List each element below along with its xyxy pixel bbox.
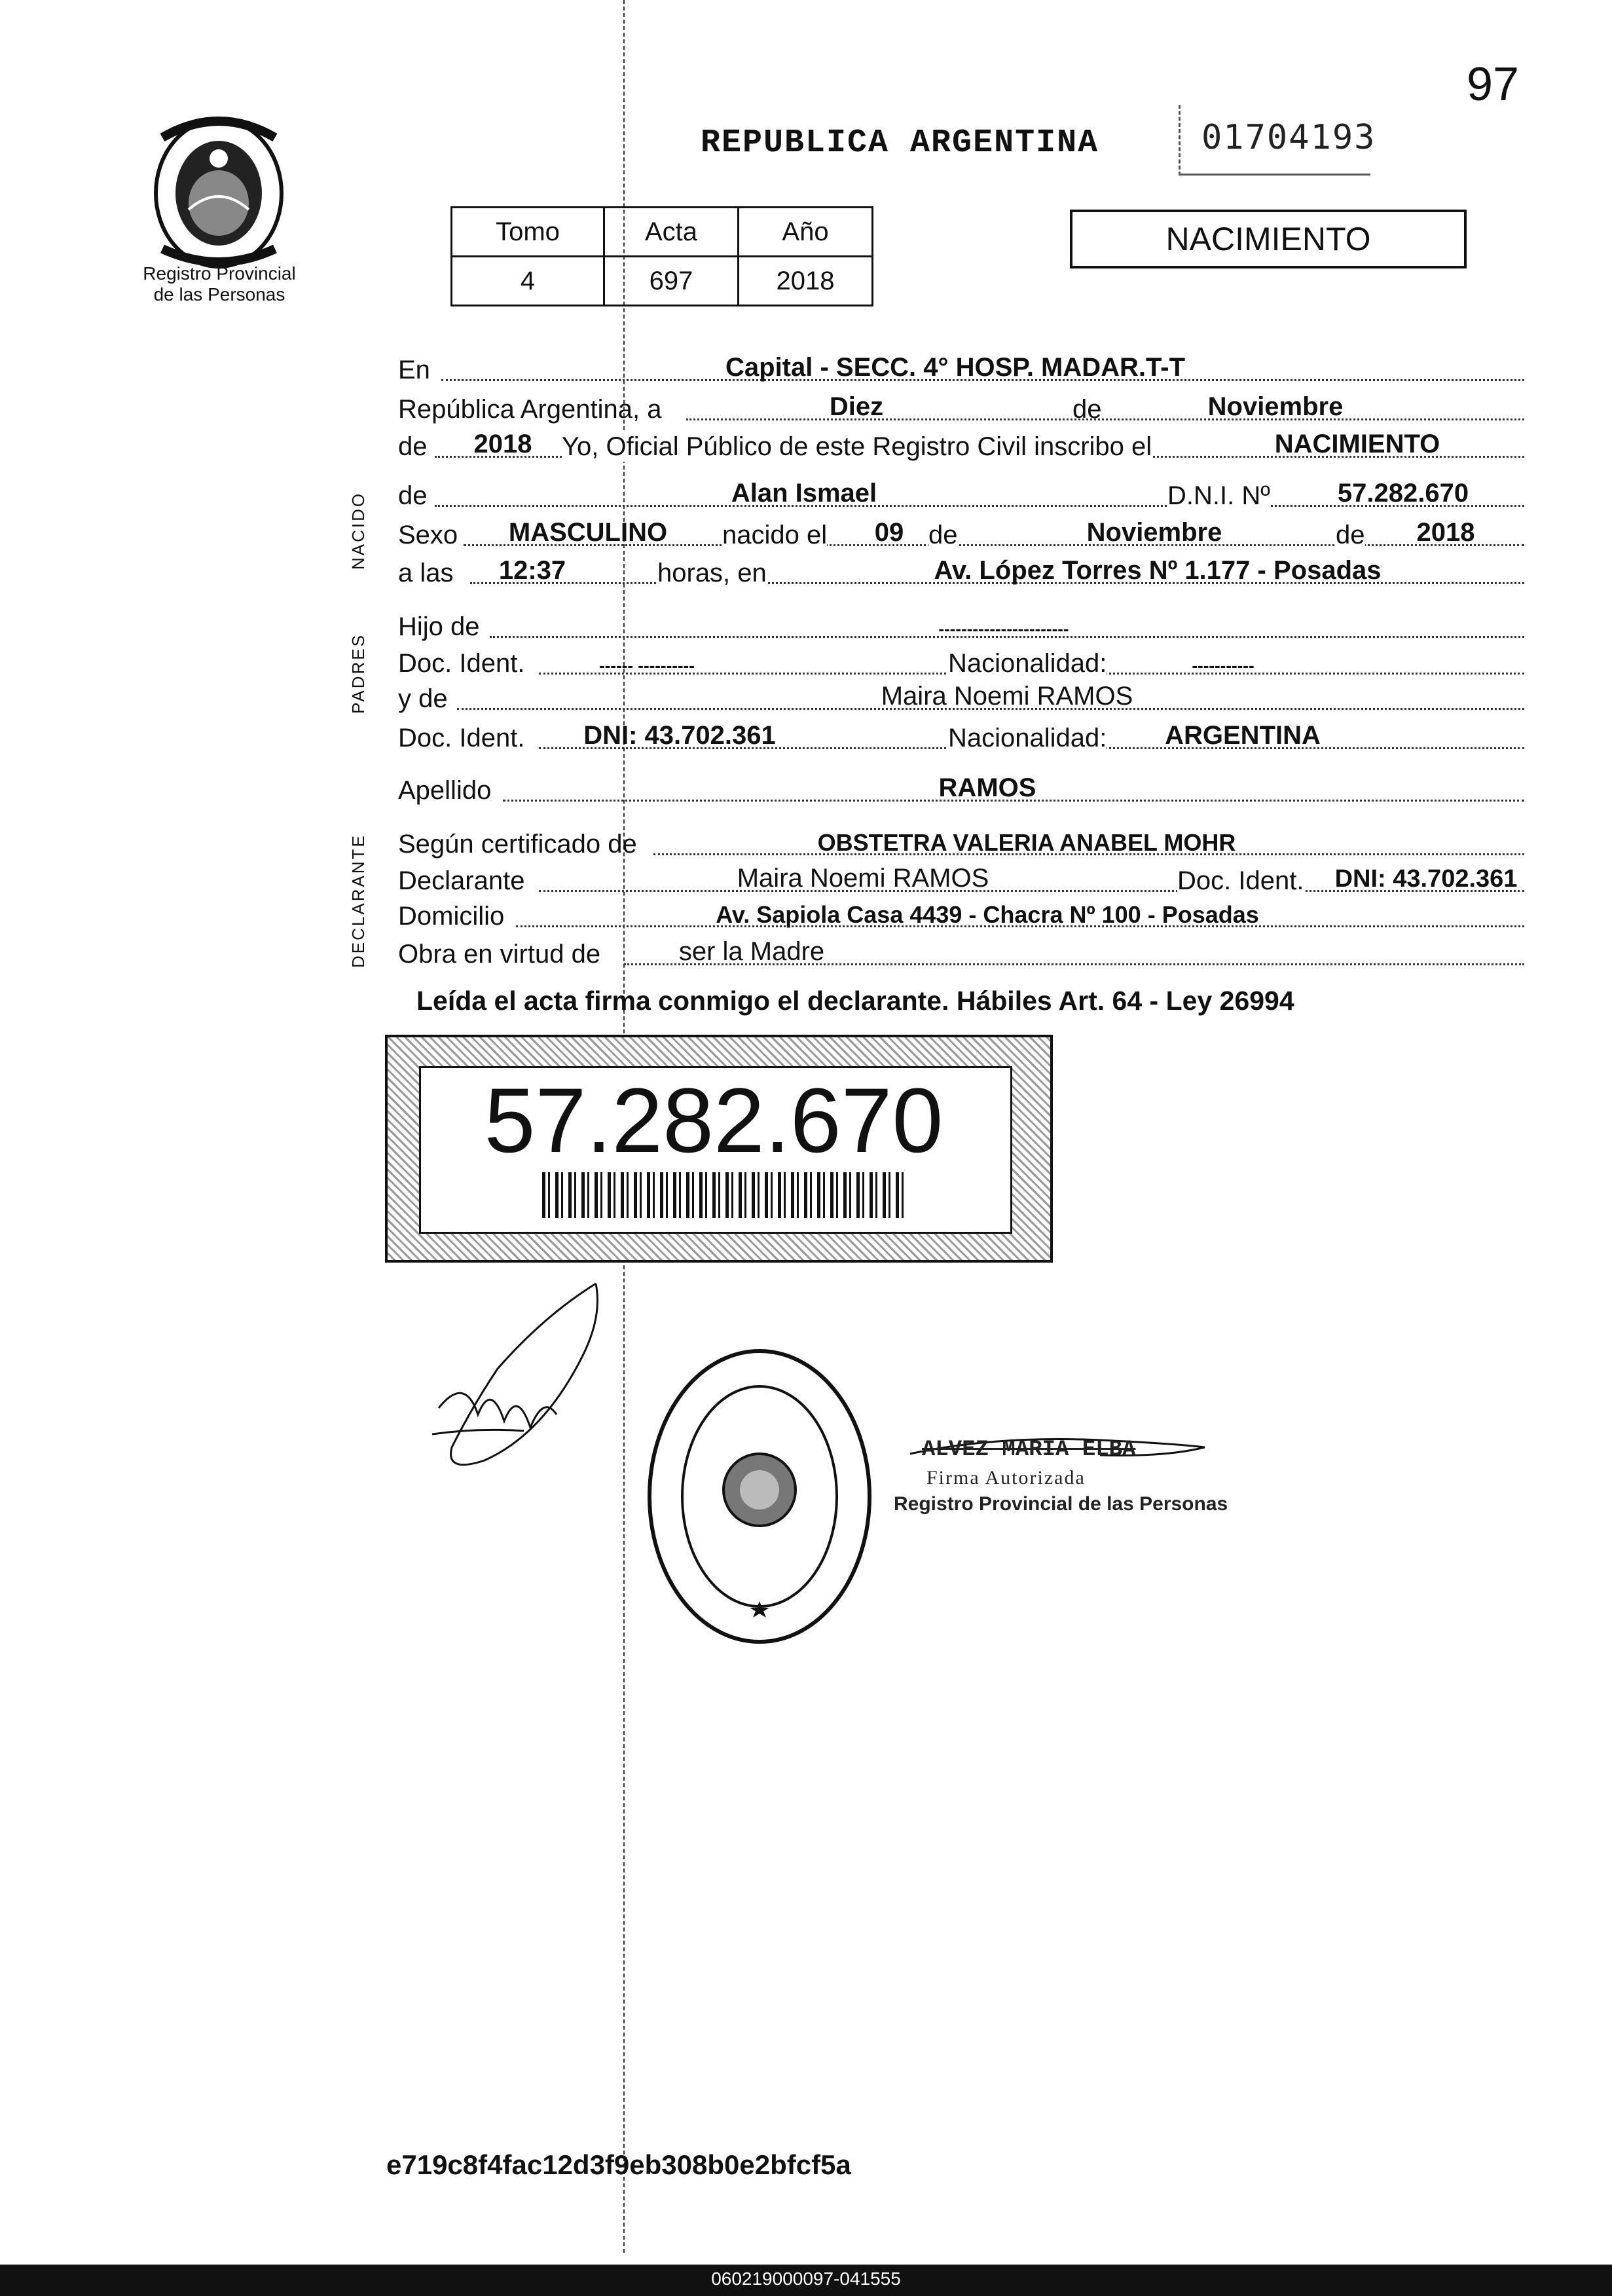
footer-code: 060219000097-041555 [711,2268,901,2289]
side-label-nacido: NACIDO [348,491,368,570]
value-father-nat: ----------- [1192,656,1255,675]
closing-statement: Leída el acta firma conmigo el declarante. Hábiles Art. 64 - Ley 26994 [416,986,1294,1016]
line-surname [398,773,1524,809]
label-de-name: de [398,481,428,510]
line-mother-doc [398,720,1524,757]
label-republica: República Argentina, a [398,395,662,424]
value-declarant-doc: DNI: 43.702.361 [1334,865,1518,893]
value-day: Diez [829,392,884,421]
label-de-birth-year: de [1336,521,1365,549]
line-father-doc [398,646,1524,682]
line-declarant [398,863,1524,900]
value-dni: 57.282.670 [1337,479,1469,508]
value-address: Av. Sapiola Casa 4439 - Chacra Nº 100 - Posadas [716,901,1259,928]
value-act: NACIMIENTO [1274,430,1440,458]
label-nacionalidad-mother: Nacionalidad: [948,724,1107,752]
side-label-padres: PADRES [348,633,368,714]
dni-sticker-number: 57.282.670 [484,1069,943,1172]
acta-value: 697 [604,257,739,306]
issuer-name [128,263,311,305]
record-reference-table [450,206,873,306]
value-time: 12:37 [498,556,566,585]
label-doc-ident-father: Doc. Ident. [398,649,525,678]
label-y-de: y de [398,684,448,713]
value-month: Noviembre [1207,392,1344,421]
serial-number: 01704193 [1201,118,1376,157]
registry-seal [642,1342,877,1650]
value-certificate: OBSTETRA VALERIA ANABEL MOHR [817,829,1236,856]
value-mother-nat: ARGENTINA [1165,721,1321,750]
label-de-birth-month: de [928,521,958,549]
line-mother [398,681,1524,718]
acta-header: Acta [604,208,739,257]
dni-barcode [542,1172,909,1218]
issuer-line-1: Registro Provincial [143,263,296,284]
label-de-month: de [1072,395,1102,424]
line-sex [398,517,1524,554]
label-obra: Obra en virtud de [398,940,601,969]
page-number: 97 [1467,58,1520,111]
value-mother-doc: DNI: 43.702.361 [583,721,776,750]
tomo-header: Tomo [452,208,604,257]
issuer-line-2: de las Personas [153,284,285,305]
value-name: Alan Ismael [731,479,877,508]
label-yo: Yo, Oficial Público de este Registro Civil inscribo el [562,432,1152,461]
official-name: ALVEZ MARIA ELBA [922,1437,1136,1462]
label-nacionalidad-father: Nacionalidad: [948,649,1107,678]
official-role: Firma Autorizada [926,1467,1086,1489]
declarant-signature [426,1277,609,1480]
value-birth-month: Noviembre [1086,518,1222,547]
line-certificate [398,826,1524,863]
value-surname: RAMOS [938,773,1036,802]
value-capacity: ser la Madre [678,937,825,966]
line-year-act [398,429,1524,466]
label-sexo: Sexo [398,521,458,549]
label-segun-certificado: Según certificado de [398,830,637,859]
label-dni: D.N.I. Nº [1167,481,1270,510]
value-declarant: Maira Noemi RAMOS [737,864,989,893]
label-apellido: Apellido [398,776,492,805]
label-hijo-de: Hijo de [398,612,480,641]
country-title: REPUBLICA ARGENTINA [701,124,1099,162]
document-hash: e719c8f4fac12d3f9eb308b0e2bfcf5a [386,2149,851,2180]
label-domicilio: Domicilio [398,902,505,931]
line-place [398,352,1524,389]
label-en: En [398,356,430,384]
label-nacido-el: nacido el [722,521,828,549]
line-time-place [398,555,1524,592]
label-doc-ident-declarant: Doc. Ident. [1177,866,1304,895]
label-doc-ident-mother: Doc. Ident. [398,724,525,752]
ano-value: 2018 [739,257,873,306]
value-birth-place: Av. López Torres Nº 1.177 - Posadas [934,556,1382,585]
line-date [398,392,1524,428]
record-type-box: NACIMIENTO [1070,210,1467,268]
tomo-value: 4 [452,257,604,306]
value-father-doc: ------ ---------- [599,656,695,675]
label-de-year: de [398,432,428,461]
value-birth-year: 2018 [1416,518,1475,547]
line-name [398,478,1524,515]
province-coat-of-arms-logo [149,111,288,275]
side-label-declarante: DECLARANTE [348,834,368,968]
official-org: Registro Provincial de las Personas [894,1493,1228,1515]
line-capacity [398,936,1524,973]
value-place: Capital - SECC. 4° HOSP. MADAR.T-T [725,353,1186,382]
label-declarante: Declarante [398,866,525,895]
line-address [398,898,1524,935]
ano-header: Año [739,208,873,257]
line-father [398,609,1524,646]
value-sex: MASCULINO [508,518,668,547]
label-horas-en: horas, en [657,559,767,587]
value-year: 2018 [473,430,532,458]
label-a-las: a las [398,559,454,587]
value-father: ----------------------- [938,619,1069,639]
value-mother: Maira Noemi RAMOS [881,682,1133,711]
value-birth-day: 09 [874,518,904,547]
